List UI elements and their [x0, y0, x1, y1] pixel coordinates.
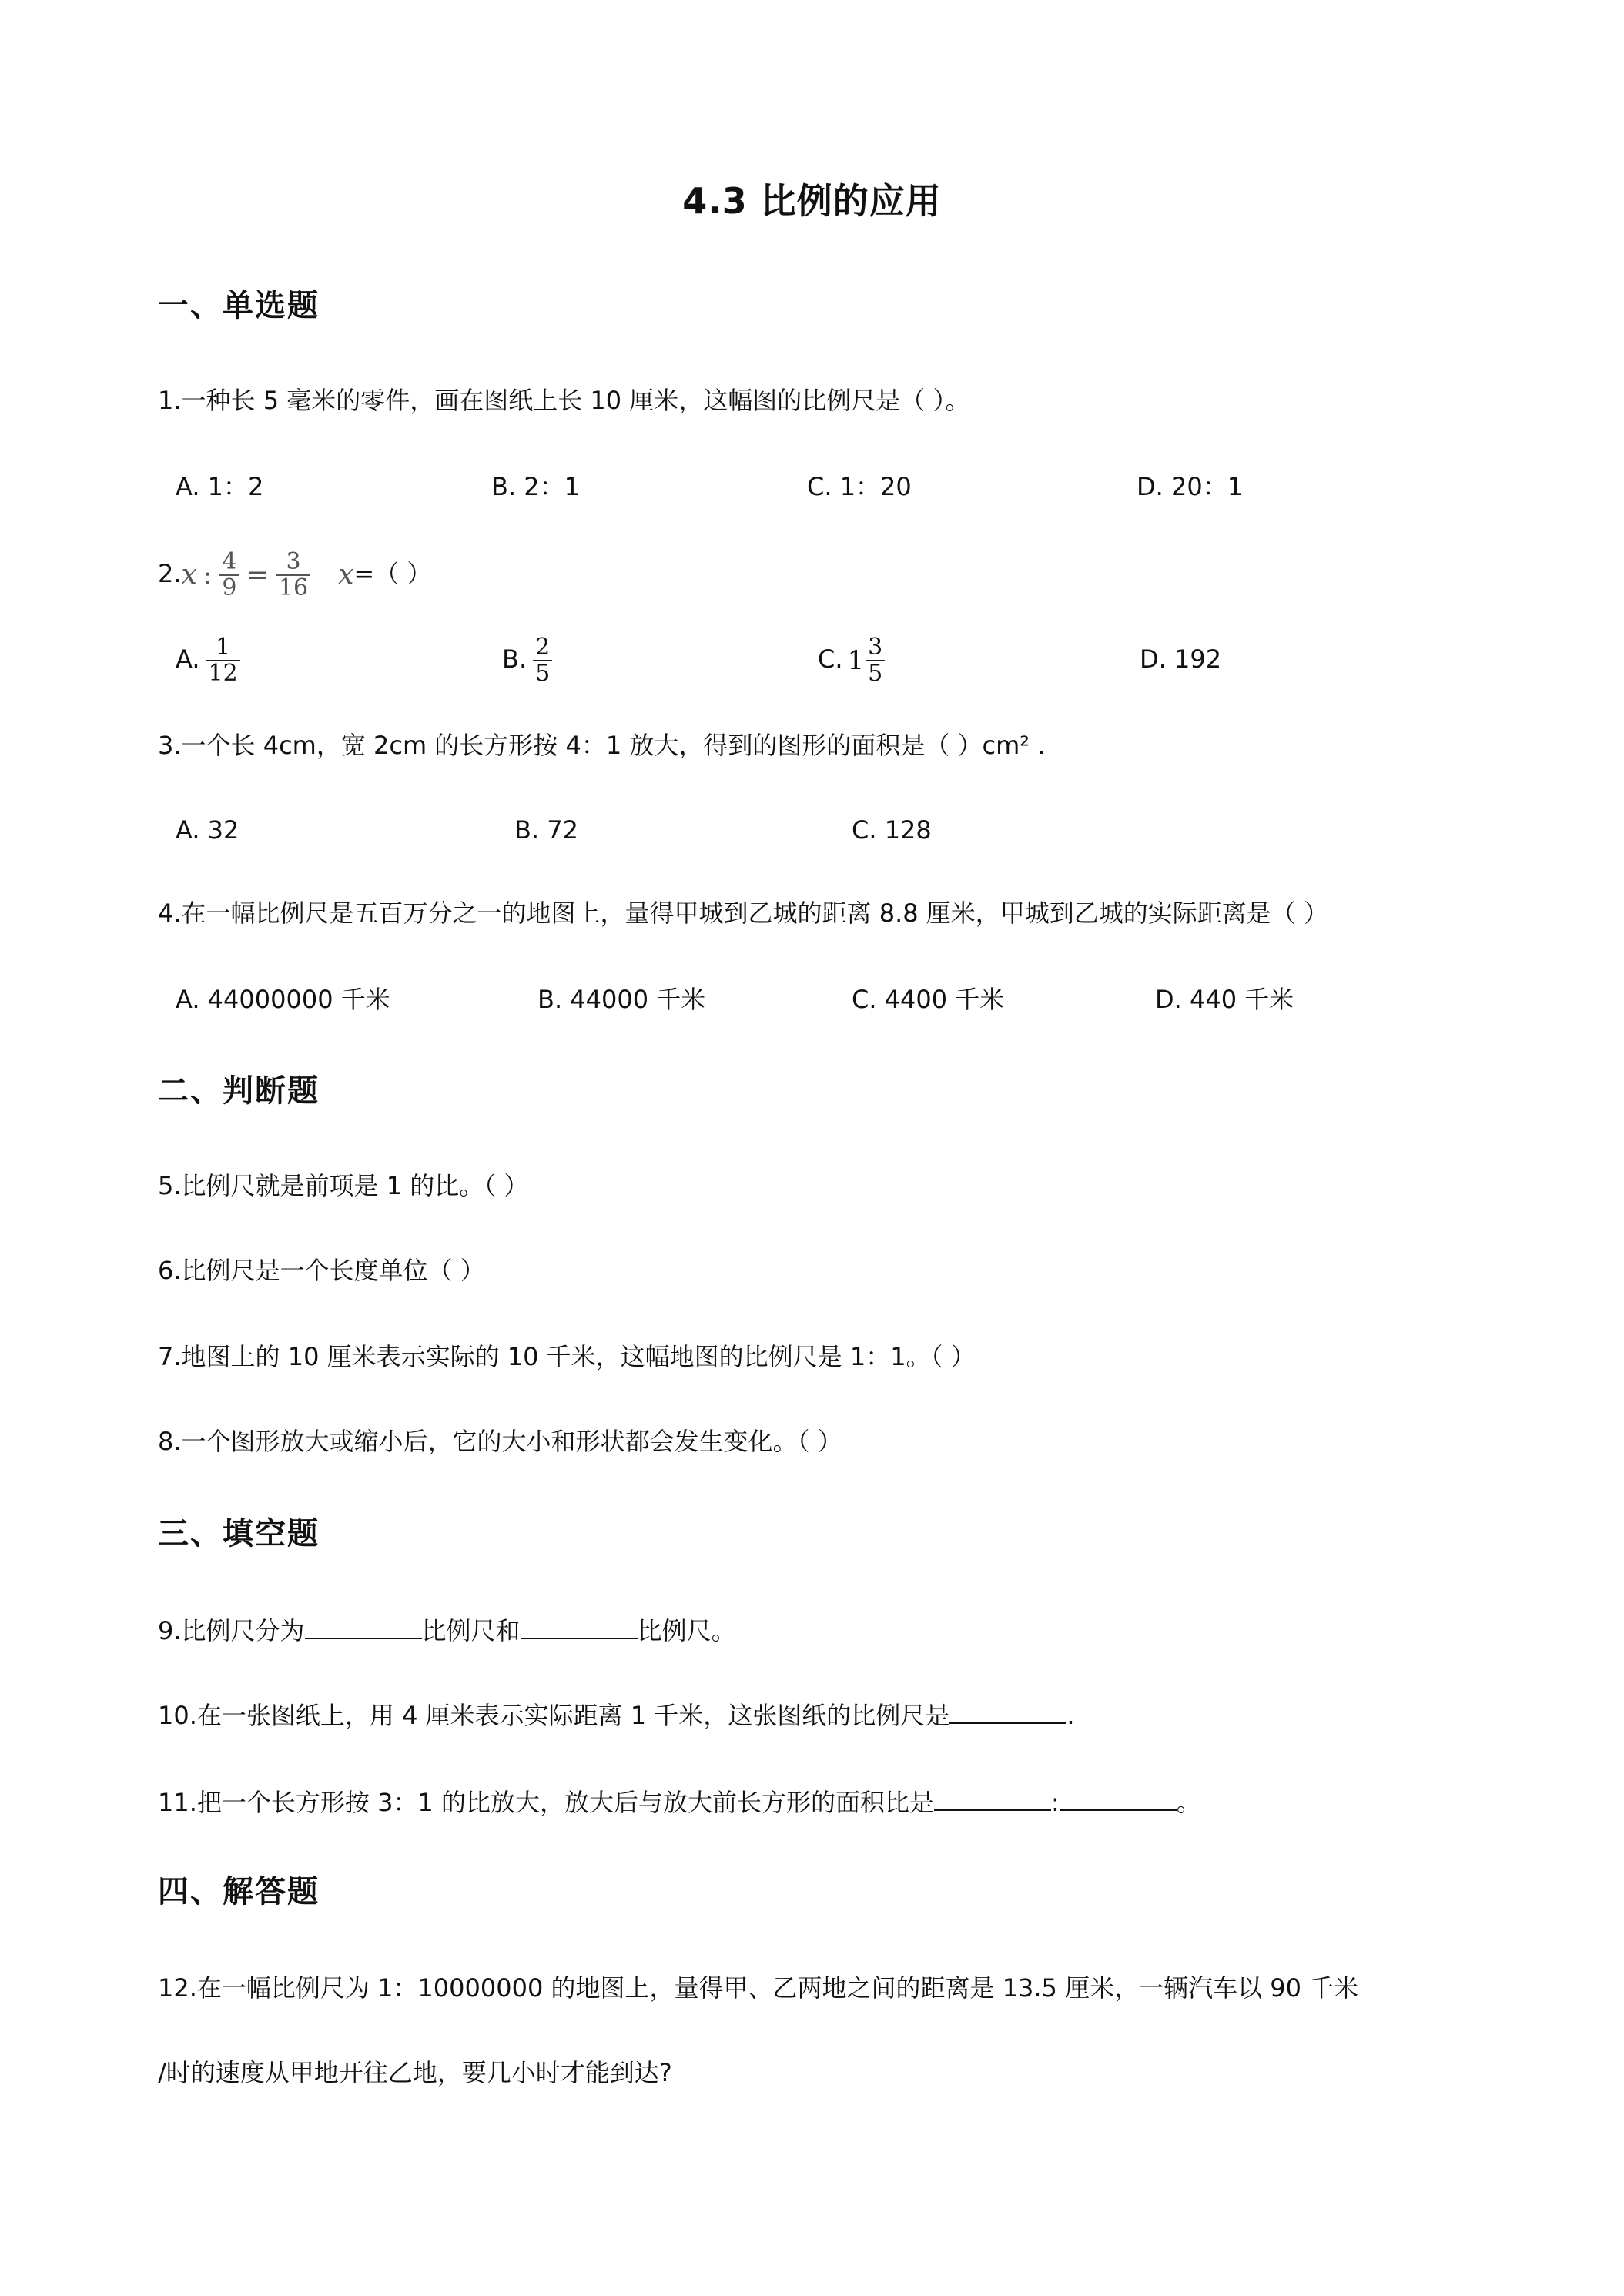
question-4: 4.在一幅比例尺是五百万分之一的地图上，量得甲城到乙城的距离 8.8 厘米，甲城到乙城的实际距离是（ ） [158, 899, 1328, 928]
q1-option-d[interactable]: D. 20：1 [1137, 472, 1244, 501]
q2-option-d[interactable]: D. 192 [1140, 644, 1222, 674]
question-9 [158, 1613, 736, 1646]
q2-option-c[interactable]: C. 1 $\frac{3}{5}$ [818, 625, 886, 693]
q9-text-a: 9.比例尺分为 [158, 1616, 305, 1645]
question-6: 6.比例尺是一个长度单位（ ） [158, 1256, 485, 1285]
question-8: 8.一个图形放大或缩小后，它的大小和形状都会发生变化。（ ） [158, 1427, 842, 1456]
section-title-fill-blank: 三、填空题 [158, 1516, 320, 1551]
question-2 [158, 539, 431, 608]
q11-text-a: 11.把一个长方形按 3：1 的比放大，放大后与放大前长方形的面积比是 [158, 1788, 934, 1817]
section-title-answer: 四、解答题 [158, 1874, 320, 1909]
q2-colon: : [203, 560, 213, 591]
question-7: 7.地图上的 10 厘米表示实际的 10 千米，这幅地图的比例尺是 1：1。（ ） [158, 1342, 976, 1371]
q2-var-x: x [181, 559, 197, 591]
question-12-line-1: 12.在一幅比例尺为 1：10000000 的地图上，量得甲、乙两地之间的距离是 13.5 厘米，一辆汽车以 90 千米 [158, 1973, 1359, 2003]
q2-option-c-fraction: $\frac{3}{5}$ [866, 635, 885, 686]
section-title-true-false: 二、判断题 [158, 1073, 320, 1109]
question-10 [158, 1698, 1074, 1731]
question-11 [158, 1785, 1201, 1818]
q9-blank-1[interactable] [305, 1613, 422, 1639]
q2-number: 2. [158, 559, 182, 588]
q2-option-a-fraction: $\frac{1}{12}$ [206, 635, 240, 686]
q1-option-c[interactable]: C. 1：20 [807, 472, 912, 501]
page-title: 4.3 比例的应用 [682, 180, 942, 222]
q3-option-a[interactable]: A. 32 [176, 815, 239, 845]
question-5: 5.比例尺就是前项是 1 的比。（ ） [158, 1171, 529, 1200]
q2-option-c-whole: 1 [847, 645, 865, 676]
q2-option-a[interactable]: A. $\frac{1}{12}$ [176, 625, 242, 693]
q4-option-b[interactable]: B. 44000 千米 [537, 985, 706, 1014]
q2-suffix: =（ ） [353, 559, 432, 588]
q11-blank-1[interactable] [934, 1785, 1051, 1811]
q2-var-x-2: x [338, 559, 354, 591]
q2-option-b[interactable]: B. $\frac{2}{5}$ [502, 625, 554, 693]
q1-option-b[interactable]: B. 2：1 [491, 472, 581, 501]
question-3: 3.一个长 4cm，宽 2cm 的长方形按 4：1 放大，得到的图形的面积是（ ）cm² . [158, 731, 1046, 760]
section-title-single-choice: 一、单选题 [158, 288, 320, 323]
q3-option-b[interactable]: B. 72 [514, 815, 579, 845]
q2-rhs-fraction: $\frac{3}{16}$ [276, 550, 310, 601]
question-12-line-2: /时的速度从甲地开往乙地，要几小时才能到达? [158, 2058, 672, 2087]
q4-option-d[interactable]: D. 440 千米 [1155, 985, 1294, 1014]
q4-option-c[interactable]: C. 4400 千米 [852, 985, 1005, 1014]
q2-option-b-fraction: $\frac{2}{5}$ [533, 635, 552, 686]
q11-blank-2[interactable] [1060, 1785, 1177, 1811]
q1-option-a[interactable]: A. 1：2 [176, 472, 264, 501]
q10-text-b: . [1066, 1701, 1075, 1730]
question-1: 1.一种长 5 毫米的零件，画在图纸上长 10 厘米，这幅图的比例尺是（ ）。 [158, 386, 970, 415]
q11-colon: : [1050, 1788, 1060, 1817]
q4-option-a[interactable]: A. 44000000 千米 [176, 985, 390, 1014]
q11-text-c: 。 [1176, 1788, 1201, 1817]
q2-lhs-fraction: $\frac{4}{9}$ [219, 550, 239, 601]
q10-text-a: 10.在一张图纸上，用 4 厘米表示实际距离 1 千米，这张图纸的比例尺是 [158, 1701, 950, 1730]
q9-text-c: 比例尺。 [637, 1616, 736, 1645]
q9-text-b: 比例尺和 [421, 1616, 521, 1645]
q2-equals: = [246, 560, 269, 591]
q10-blank[interactable] [949, 1698, 1066, 1724]
q9-blank-2[interactable] [521, 1613, 638, 1639]
q3-option-c[interactable]: C. 128 [852, 815, 932, 845]
